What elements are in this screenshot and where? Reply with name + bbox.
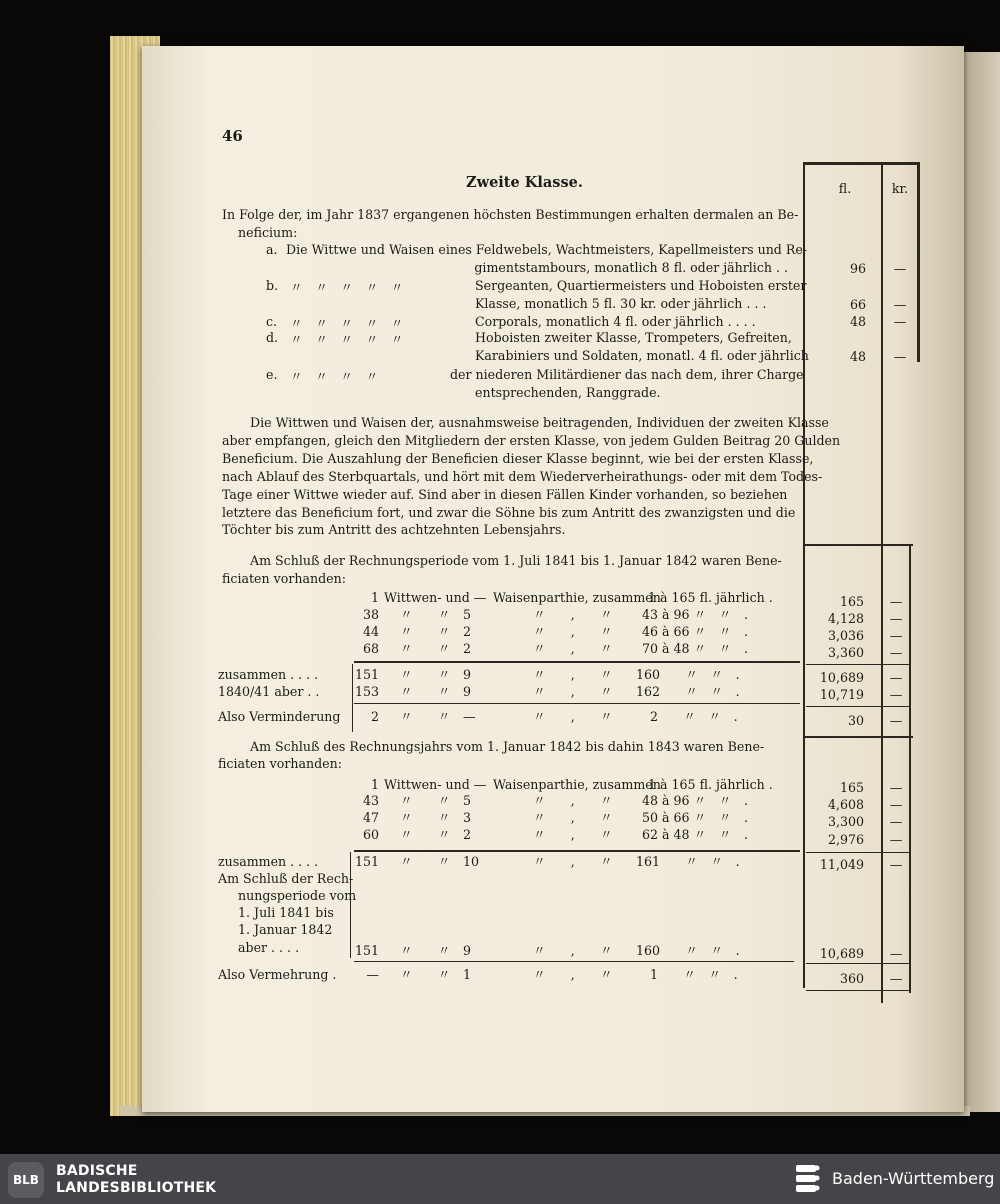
count-a: 1 [370,590,379,605]
block-heading: ficiaten vorhanden: [218,756,342,771]
row-label: aber . . . . [238,940,300,955]
intro-line: neficium: [238,225,298,240]
column-frame-top [804,162,920,165]
item-text: Hoboisten zweiter Klasse, Trompeters, Gefreiten, [475,330,792,345]
paragraph-line: aber empfangen, gleich den Mitgliedern der ersten Klasse, von jedem Gulden Beitrag 20 Gulden [222,433,841,448]
sum-rule [354,850,800,852]
amount-fl: 10,719 [819,687,864,702]
amount-kr: — [889,797,903,812]
count-a: 47 [362,810,379,825]
amount-fl: 10,689 [819,670,864,685]
amount-fl: 96 [849,261,866,276]
column-divider [805,544,913,546]
item-text: Klasse, monatlich 5 fl. 30 kr. oder jährlich . . . [475,296,767,311]
count-c: 〃 , 〃 [533,709,613,724]
column-divider [805,736,913,738]
count-b: 〃 〃 2 [400,624,471,639]
amount-fl: 30 [847,713,864,728]
block-heading: ficiaten vorhanden: [222,571,346,586]
count-a: 151 [355,943,380,958]
count-b: 〃 〃 9 [400,684,471,699]
paragraph-line: nach Ablauf des Sterbquartals, und hört mit dem Wiederverheirathungs- oder mit dem Todes- [222,469,823,484]
sum-rule [354,661,800,663]
count-c: 〃 , 〃 [533,810,613,825]
count-a: 151 [355,854,380,869]
column-frame-right [917,162,920,362]
column-header-fl: fl. [838,181,852,196]
count-a: 68 [362,641,379,656]
amount-fl: 10,689 [819,946,864,961]
item-text: entsprechenden, Ranggrade. [475,385,661,400]
sum-rule [354,703,800,704]
amount-kr: — [889,946,903,961]
count-b: 〃 〃 5 [400,607,471,622]
sum-rule [806,664,910,665]
amount-kr: — [889,713,903,728]
paragraph-line: Töchter bis zum Antritt des achtzehnten Lebensjahrs. [222,522,566,537]
bottom-rule [806,990,910,991]
column-header-kr: kr. [891,181,909,196]
intro-line: In Folge der, im Jahr 1837 ergangenen höchsten Bestimmungen erhalten dermalen an Be- [222,207,799,222]
rate: 70 à 48 〃 〃 . [642,641,748,656]
paragraph-line: Tage einer Wittwe wieder auf. Sind aber in diesen Fällen Kinder vorhanden, so beziehen [222,487,788,502]
amount-kr: — [889,594,903,609]
amount-fl: 360 [839,971,864,986]
count-a: 38 [362,607,379,622]
viewer-footer [0,1154,1000,1204]
count-c: 〃 , 〃 [533,624,613,639]
row-label: Also Verminderung [218,709,341,724]
ditto-marks: 〃 〃 〃 〃 〃 [290,280,404,295]
sum-rule [806,963,910,964]
amount-kr: — [893,314,907,329]
amount-fl: 4,128 [827,611,864,626]
amount-kr: — [889,628,903,643]
count-c: 〃 , 〃 [533,684,613,699]
amount-fl: 2,976 [827,832,864,847]
count-b: 〃 〃 1 [400,967,471,982]
amount-kr: — [889,670,903,685]
count-c: 〃 , 〃 [533,967,613,982]
item-letter: a. [266,242,278,257]
rate: 1 à 165 fl. jährlich . [648,777,773,792]
block-heading: Am Schluß der Rechnungsperiode vom 1. Juli 1841 bis 1. Januar 1842 waren Bene- [250,553,782,568]
blb-logo[interactable]: BLB [8,1162,44,1198]
amount-kr: — [889,780,903,795]
amount-kr: — [893,261,907,276]
ditto-marks: 〃 〃 〃 〃 〃 [290,316,404,331]
item-text: Karabiniers und Soldaten, monatl. 4 fl. oder jährlich [475,348,809,363]
count-c: Waisenparthie, zusammen [493,777,661,792]
item-letter: c. [266,314,278,329]
item-letter: b. [266,278,279,293]
amount-kr: — [889,687,903,702]
column-frame-right [909,545,911,993]
item-text: Corporals, monatlich 4 fl. oder jährlich . . . . [475,314,756,329]
count-a: 43 [362,793,379,808]
count-c: 〃 , 〃 [533,943,613,958]
count-b: 〃 〃 5 [400,793,471,808]
sum-rule [806,852,910,853]
count-c: 〃 , 〃 [533,827,613,842]
ditto-marks: 〃 〃 〃 〃 〃 [290,332,404,347]
rate: 62 à 48 〃 〃 . [642,827,748,842]
row-label: zusammen . . . . [218,667,319,682]
rate: 50 à 66 〃 〃 . [642,810,748,825]
count-b: Wittwen- und — [384,590,487,605]
rate: 46 à 66 〃 〃 . [642,624,748,639]
count-c: Waisenparthie, zusammen [493,590,661,605]
rate: 160 〃 〃 . [636,667,740,682]
rate: 2 〃 〃 . [650,709,738,724]
row-label: 1840/41 aber . . [218,684,320,699]
amount-kr: — [889,832,903,847]
row-label: Also Vermehrung . [218,967,337,982]
count-c: 〃 , 〃 [533,607,613,622]
count-b: Wittwen- und — [384,777,487,792]
count-b: 〃 〃 3 [400,810,471,825]
item-text: Sergeanten, Quartiermeisters und Hoboisten erster [475,278,807,293]
amount-fl: 3,360 [827,645,864,660]
lion-crest-icon [792,1162,822,1196]
library-name[interactable]: LANDESBIBLIOTHEK [56,1180,217,1196]
column-frame-mid [881,165,883,1003]
row-label: nungsperiode vom [238,888,357,903]
amount-fl: 66 [849,297,866,312]
count-a: 1 [370,777,379,792]
count-b: 〃 〃 9 [400,667,471,682]
rate: 162 〃 〃 . [636,684,740,699]
item-letter: d. [266,330,279,345]
label-rule [350,852,351,958]
item-text: Die Wittwe und Waisen eines Feldwebels, Wachtmeisters, Kapellmeisters und Re- [286,242,808,257]
count-a: — [366,967,379,982]
amount-fl: 3,036 [827,628,864,643]
count-c: 〃 , 〃 [533,793,613,808]
amount-fl: 165 [839,594,864,609]
facing-page-edge [962,52,1000,1112]
amount-fl: 3,300 [827,814,864,829]
amount-kr: — [889,645,903,660]
amount-kr: — [893,297,907,312]
item-text: der niederen Militärdiener das nach dem, ihrer Charge [450,367,804,382]
count-a: 2 [370,709,379,724]
amount-kr: — [889,814,903,829]
amount-fl: 4,608 [827,797,864,812]
count-b: 〃 〃 2 [400,641,471,656]
section-title: Zweite Klasse. [466,174,583,191]
state-name[interactable]: Baden-Württemberg [832,1169,995,1188]
sum-rule [354,961,794,962]
row-label: zusammen . . . . [218,854,319,869]
row-label: 1. Juli 1841 bis [238,905,334,920]
rate: 1 〃 〃 . [650,967,738,982]
rate: 161 〃 〃 . [636,854,740,869]
count-a: 60 [362,827,379,842]
page-number: 46 [222,127,243,145]
label-rule [352,664,353,732]
rate: 43 à 96 〃 〃 . [642,607,748,622]
count-c: 〃 , 〃 [533,854,613,869]
count-b: 〃 〃 10 [400,854,479,869]
count-b: 〃 〃 2 [400,827,471,842]
amount-fl: 165 [839,780,864,795]
count-a: 44 [362,624,379,639]
sum-rule [806,706,910,707]
library-name[interactable]: BADISCHE [56,1163,138,1179]
amount-fl: 11,049 [819,857,864,872]
amount-fl: 48 [849,314,866,329]
amount-fl: 48 [849,349,866,364]
amount-kr: — [889,611,903,626]
ditto-marks: 〃 〃 〃 〃 [290,369,379,384]
paragraph-line: Beneficium. Die Auszahlung der Beneficien dieser Klasse beginnt, wie bei der ersten Klasse, [222,451,814,466]
paragraph-line: letztere das Beneficium fort, und zwar die Söhne bis zum Antritt des zwanzigsten und die [222,505,796,520]
count-a: 153 [355,684,380,699]
amount-kr: — [893,349,907,364]
count-b: 〃 〃 9 [400,943,471,958]
row-label: Am Schluß der Rech- [218,871,354,886]
count-c: 〃 , 〃 [533,641,613,656]
count-a: 151 [355,667,380,682]
row-label: 1. Januar 1842 [238,922,333,937]
item-text: gimentstambours, monatlich 8 fl. oder jährlich . . [474,260,788,275]
rate: 160 〃 〃 . [636,943,740,958]
block-heading: Am Schluß des Rechnungsjahrs vom 1. Januar 1842 bis dahin 1843 waren Bene- [250,739,765,754]
item-letter: e. [266,367,278,382]
count-c: 〃 , 〃 [533,667,613,682]
amount-kr: — [889,971,903,986]
rate: 48 à 96 〃 〃 . [642,793,748,808]
rate: 1 à 165 fl. jährlich . [648,590,773,605]
count-b: 〃 〃 — [400,709,476,724]
amount-kr: — [889,857,903,872]
paragraph-line: Die Wittwen und Waisen der, ausnahmsweise beitragenden, Individuen der zweiten Klasse [250,415,829,430]
